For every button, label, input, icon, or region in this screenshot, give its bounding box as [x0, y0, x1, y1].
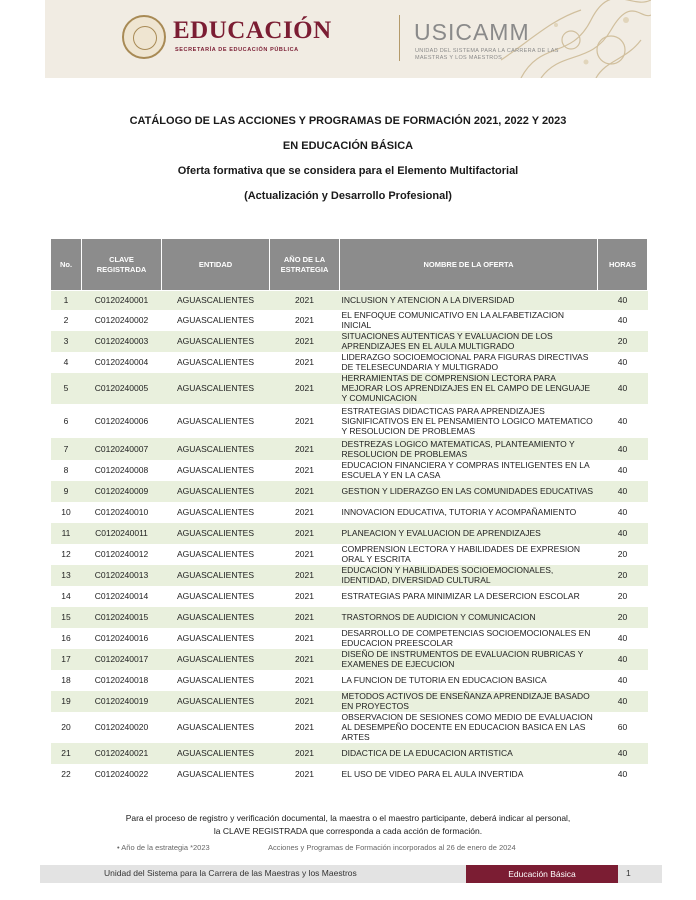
- logo-divider: [399, 15, 400, 61]
- table-row: [51, 544, 648, 565]
- cell-clave: C0120240011: [82, 523, 162, 544]
- cell-no: 21: [51, 743, 82, 764]
- cell-clave: C0120240015: [82, 607, 162, 628]
- cell-horas: 20: [598, 331, 648, 352]
- cell-entidad: AGUASCALIENTES: [177, 357, 254, 367]
- cell-entidad: AGUASCALIENTES: [162, 373, 270, 404]
- table-row: [51, 352, 648, 373]
- cell-horas: 40: [598, 523, 648, 544]
- cell-horas: 40: [617, 315, 628, 325]
- cell-horas: 20: [598, 565, 648, 586]
- cell-nombre: DESTREZAS LOGICO MATEMATICAS, PLANTEAMIENTO Y RESOLUCION DE PROBLEMAS: [340, 438, 598, 460]
- table-header-row: [51, 239, 648, 291]
- footer-section: Educación Básica: [466, 865, 618, 883]
- usicamm-logo-subtitle: UNIDAD DEL SISTEMA PARA LA CARRERA DE LAS MAESTRAS Y LOS MAESTROS: [415, 48, 559, 61]
- cell-nombre: ESTRATEGIAS PARA MINIMIZAR LA DESERCION ESCOLAR: [341, 591, 580, 601]
- cell-horas: 40: [617, 769, 628, 779]
- usicamm-logo-title: USICAMM: [414, 19, 530, 45]
- cell-clave: C0120240014: [94, 591, 149, 601]
- cell-clave: C0120240005: [82, 373, 162, 404]
- cell-clave: C0120240017: [82, 649, 162, 670]
- cell-anio: 2021: [270, 523, 340, 544]
- table-row: [51, 764, 648, 785]
- sep-logo-title: EDUCACIÓN: [173, 17, 332, 44]
- table-row: [51, 310, 648, 331]
- cell-anio: 2021: [295, 357, 314, 367]
- cell-horas: 20: [598, 607, 648, 628]
- cell-anio: 2021: [270, 291, 340, 310]
- cell-no: 13: [51, 565, 82, 586]
- note-line-2: la CLAVE REGISTRADA que corresponda a cada acción de formación.: [213, 826, 483, 836]
- cell-no: 11: [51, 523, 82, 544]
- cell-clave: C0120240003: [82, 331, 162, 352]
- cell-clave: C0120240020: [94, 722, 149, 732]
- cell-clave: C0120240008: [94, 465, 149, 475]
- cell-nombre: PLANEACION Y EVALUACION DE APRENDIZAJES: [340, 523, 598, 544]
- table-row: [51, 481, 648, 502]
- cell-anio: 2021: [270, 373, 340, 404]
- table-row: [51, 291, 648, 310]
- cell-anio: 2021: [295, 769, 314, 779]
- cell-entidad: AGUASCALIENTES: [162, 743, 270, 764]
- column-header-no: No.: [51, 239, 82, 291]
- cell-horas: 40: [617, 465, 628, 475]
- cell-no: 18: [61, 675, 71, 685]
- catalog-table: [50, 238, 648, 785]
- table-row: [51, 743, 648, 764]
- cell-entidad: AGUASCALIENTES: [177, 591, 254, 601]
- cell-anio: 2021: [270, 743, 340, 764]
- page-number: 1: [626, 868, 631, 878]
- cell-no: 19: [51, 691, 82, 712]
- cell-entidad: AGUASCALIENTES: [162, 565, 270, 586]
- cell-entidad: AGUASCALIENTES: [177, 549, 254, 559]
- note-line-1: Para el proceso de registro y verificación documental, la maestra o el maestro participante, deberá indicar al personal,: [125, 813, 571, 823]
- page-footer: [40, 865, 662, 883]
- cell-nombre: SITUACIONES AUTENTICAS Y EVALUACION DE LOS APRENDIZAJES EN EL AULA MULTIGRADO: [340, 331, 598, 352]
- cell-anio: 2021: [295, 549, 314, 559]
- cell-nombre: HERRAMIENTAS DE COMPRENSION LECTORA PARA MEJORAR LOS APRENDIZAJES EN EL CAMPO DE LENGUAJE Y COMUNICACION: [340, 373, 598, 404]
- cell-anio: 2021: [270, 565, 340, 586]
- cell-no: 15: [51, 607, 82, 628]
- cell-entidad: AGUASCALIENTES: [177, 675, 254, 685]
- title-line-2: EN EDUCACIÓN BÁSICA: [282, 140, 414, 152]
- footer-unit: Unidad del Sistema para la Carrera de las Maestras y los Maestros: [104, 868, 357, 878]
- cell-horas: 40: [617, 507, 628, 517]
- cell-horas: 40: [598, 291, 648, 310]
- cell-nombre: OBSERVACION DE SESIONES COMO MEDIO DE EVALUACION AL DESEMPEÑO DOCENTE EN EDUCACION BASICA EN LAS ARTES: [341, 712, 593, 742]
- table-row: [51, 628, 648, 649]
- table-row: [51, 586, 648, 607]
- cell-entidad: AGUASCALIENTES: [177, 465, 254, 475]
- cell-anio: 2021: [295, 633, 314, 643]
- cell-entidad: AGUASCALIENTES: [177, 769, 254, 779]
- cell-nombre: TRASTORNOS DE AUDICION Y COMUNICACION: [340, 607, 598, 628]
- cell-anio: 2021: [270, 691, 340, 712]
- cell-clave: C0120240007: [82, 438, 162, 460]
- cell-nombre: INCLUSION Y ATENCION A LA DIVERSIDAD: [340, 291, 598, 310]
- registration-note: [60, 812, 636, 838]
- cell-horas: 40: [617, 415, 628, 426]
- cell-clave: C0120240021: [82, 743, 162, 764]
- document-titles: [0, 114, 696, 214]
- table-row: [51, 404, 648, 438]
- cell-anio: 2021: [270, 481, 340, 502]
- cell-nombre: COMPRENSION LECTORA Y HABILIDADES DE EXPRESION ORAL Y ESCRITA: [341, 544, 581, 564]
- cell-nombre: ESTRATEGIAS DIDACTICAS PARA APRENDIZAJES SIGNIFICATIVOS EN EL PENSAMIENTO LOGICO MATEMATICO Y RESOLUCION DE PROBLEMAS: [341, 405, 593, 436]
- cell-no: 20: [61, 722, 71, 732]
- cell-anio: 2021: [270, 331, 340, 352]
- cell-anio: 2021: [295, 315, 314, 325]
- cell-nombre: DIDACTICA DE LA EDUCACION ARTISTICA: [340, 743, 598, 764]
- column-header-horas: HORAS: [598, 239, 648, 291]
- column-header-nombre: NOMBRE DE LA OFERTA: [340, 239, 598, 291]
- cell-nombre: DESARROLLO DE COMPETENCIAS SOCIOEMOCIONALES EN EDUCACION PREESCOLAR: [341, 628, 591, 648]
- cell-no: 3: [51, 331, 82, 352]
- cell-no: 1: [51, 291, 82, 310]
- cell-anio: 2021: [295, 722, 314, 732]
- cell-no: 5: [51, 373, 82, 404]
- cell-horas: 40: [598, 649, 648, 670]
- table-row: [51, 691, 648, 712]
- cell-entidad: AGUASCALIENTES: [177, 415, 254, 426]
- cell-clave: C0120240019: [82, 691, 162, 712]
- cell-entidad: AGUASCALIENTES: [162, 691, 270, 712]
- cell-no: 22: [61, 769, 71, 779]
- cell-clave: C0120240006: [94, 415, 149, 426]
- cell-anio: 2021: [270, 649, 340, 670]
- sep-logo-subtitle: SECRETARÍA DE EDUCACIÓN PÚBLICA: [175, 47, 299, 53]
- table-row: [51, 523, 648, 544]
- title-line-1: CATÁLOGO DE LAS ACCIONES Y PROGRAMAS DE FORMACIÓN 2021, 2022 Y 2023: [129, 115, 567, 127]
- table-row: [51, 502, 648, 523]
- cell-anio: 2021: [295, 591, 314, 601]
- cell-nombre: LA FUNCION DE TUTORIA EN EDUCACION BASICA: [341, 675, 547, 685]
- cell-anio: 2021: [295, 675, 314, 685]
- cell-clave: C0120240012: [94, 549, 149, 559]
- cell-horas: 40: [598, 373, 648, 404]
- cell-no: 17: [51, 649, 82, 670]
- cell-anio: 2021: [295, 465, 314, 475]
- cell-entidad: AGUASCALIENTES: [162, 331, 270, 352]
- table-row: [51, 670, 648, 691]
- cell-no: 8: [63, 465, 69, 475]
- cell-horas: 40: [617, 357, 628, 367]
- table-body: [51, 291, 648, 785]
- cell-clave: C0120240004: [94, 357, 149, 367]
- cell-no: 6: [63, 415, 69, 426]
- cell-anio: 2021: [295, 507, 314, 517]
- cell-clave: C0120240001: [82, 291, 162, 310]
- cell-horas: 40: [598, 438, 648, 460]
- cell-clave: C0120240009: [82, 481, 162, 502]
- table-row: [51, 565, 648, 586]
- cell-entidad: AGUASCALIENTES: [177, 315, 254, 325]
- cell-clave: C0120240010: [94, 507, 149, 517]
- column-header-clave: CLAVE REGISTRADA: [82, 239, 162, 291]
- cell-clave: C0120240002: [94, 315, 149, 325]
- cell-no: 12: [61, 549, 71, 559]
- title-line-4: (Actualización y Desarrollo Profesional): [244, 190, 452, 202]
- footnote-year: • Año de la estrategia *2023: [117, 843, 210, 852]
- cell-horas: 40: [617, 675, 628, 685]
- cell-nombre: EL ENFOQUE COMUNICATIVO EN LA ALFABETIZACION INICIAL: [341, 310, 564, 330]
- cell-horas: 40: [617, 633, 628, 643]
- cell-horas: 40: [598, 743, 648, 764]
- cell-clave: C0120240016: [94, 633, 149, 643]
- cell-no: 14: [61, 591, 71, 601]
- cell-clave: C0120240013: [82, 565, 162, 586]
- table-row: [51, 460, 648, 481]
- cell-nombre: INNOVACION EDUCATIVA, TUTORIA Y ACOMPAÑAMIENTO: [341, 507, 577, 517]
- table-row: [51, 607, 648, 628]
- cell-entidad: AGUASCALIENTES: [177, 722, 254, 732]
- mexico-seal-icon: [122, 15, 166, 59]
- cell-clave: C0120240018: [94, 675, 149, 685]
- cell-nombre: DISEÑO DE INSTRUMENTOS DE EVALUACION RUBRICAS Y EXAMENES DE EJECUCION: [340, 649, 598, 670]
- cell-horas: 40: [598, 691, 648, 712]
- table-row: [51, 373, 648, 404]
- cell-clave: C0120240022: [94, 769, 149, 779]
- column-header-entidad: ENTIDAD: [162, 239, 270, 291]
- cell-no: 16: [61, 633, 71, 643]
- cell-nombre: EDUCACION Y HABILIDADES SOCIOEMOCIONALES, IDENTIDAD, DIVERSIDAD CULTURAL: [340, 565, 598, 586]
- column-header-anio: AÑO DE LA ESTRATEGIA: [270, 239, 340, 291]
- cell-anio: 2021: [295, 415, 314, 426]
- cell-entidad: AGUASCALIENTES: [162, 291, 270, 310]
- cell-no: 9: [51, 481, 82, 502]
- cell-no: 4: [63, 357, 69, 367]
- table-row: [51, 649, 648, 670]
- cell-no: 7: [51, 438, 82, 460]
- cell-nombre: METODOS ACTIVOS DE ENSEÑANZA APRENDIZAJE BASADO EN PROYECTOS: [340, 691, 598, 712]
- cell-anio: 2021: [270, 438, 340, 460]
- cell-entidad: AGUASCALIENTES: [162, 649, 270, 670]
- cell-entidad: AGUASCALIENTES: [162, 607, 270, 628]
- header-banner: [45, 0, 651, 78]
- cell-horas: 20: [617, 549, 628, 559]
- cell-nombre: GESTION Y LIDERAZGO EN LAS COMUNIDADES EDUCATIVAS: [340, 481, 598, 502]
- cell-no: 10: [61, 507, 71, 517]
- cell-anio: 2021: [270, 607, 340, 628]
- cell-no: 2: [63, 315, 69, 325]
- table-row: [51, 438, 648, 460]
- cell-entidad: AGUASCALIENTES: [162, 438, 270, 460]
- cell-horas: 20: [617, 591, 628, 601]
- cell-entidad: AGUASCALIENTES: [162, 481, 270, 502]
- table-row: [51, 331, 648, 352]
- table-row: [51, 712, 648, 743]
- footnote-date: Acciones y Programas de Formación incorporados al 26 de enero de 2024: [268, 843, 516, 852]
- cell-nombre: EL USO DE VIDEO PARA EL AULA INVERTIDA: [341, 769, 524, 779]
- cell-entidad: AGUASCALIENTES: [177, 633, 254, 643]
- cell-nombre: LIDERAZGO SOCIOEMOCIONAL PARA FIGURAS DIRECTIVAS DE TELESECUNDARIA Y MULTIGRADO: [341, 352, 589, 372]
- cell-entidad: AGUASCALIENTES: [162, 523, 270, 544]
- title-line-3: Oferta formativa que se considera para el Elemento Multifactorial: [177, 165, 519, 177]
- cell-horas: 40: [598, 481, 648, 502]
- cell-horas: 60: [617, 722, 628, 732]
- cell-nombre: EDUCACION FINANCIERA Y COMPRAS INTELIGENTES EN LA ESCUELA Y EN LA CASA: [341, 460, 590, 480]
- cell-entidad: AGUASCALIENTES: [177, 507, 254, 517]
